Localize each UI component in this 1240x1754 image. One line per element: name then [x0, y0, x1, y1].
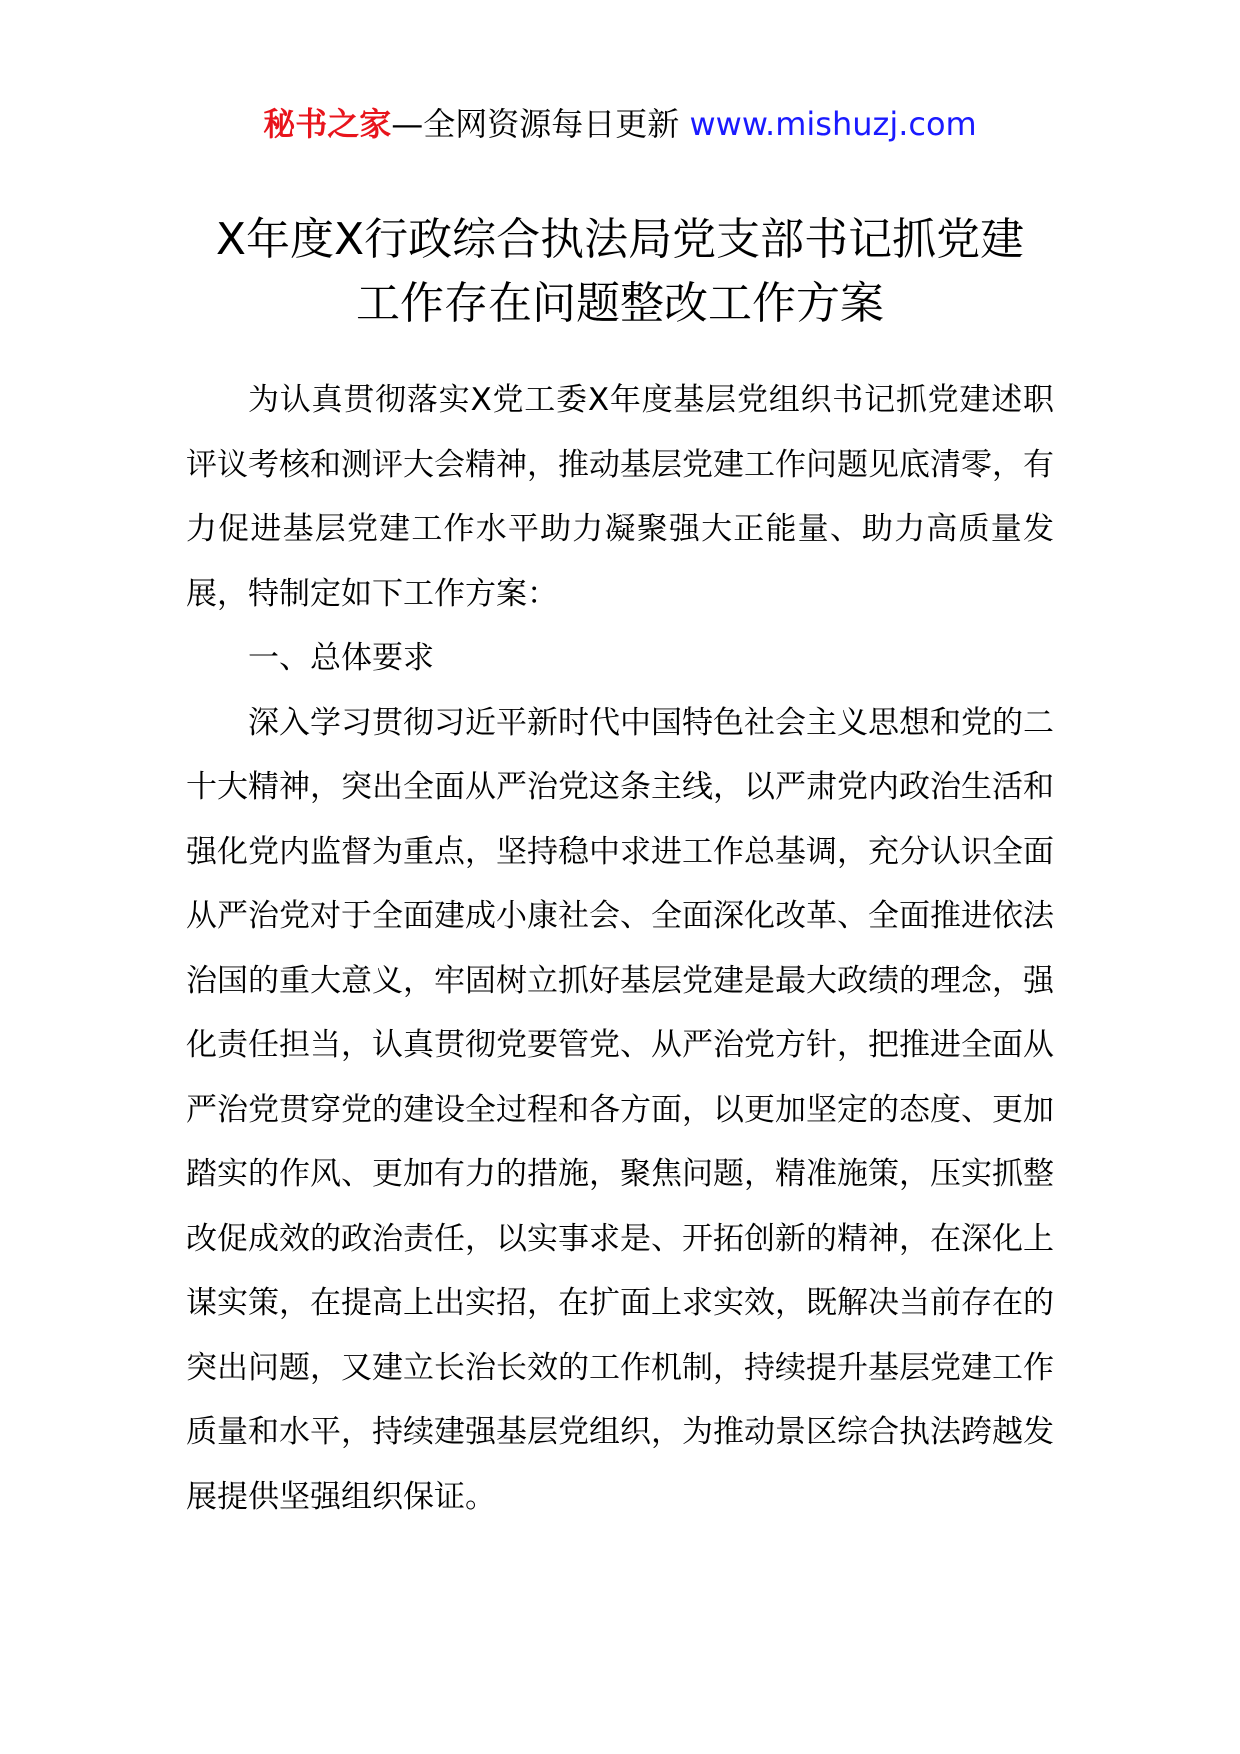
body-paragraph: 深入学习贯彻习近平新时代中国特色社会主义思想和党的二十大精神，突出全面从严治党这条主线，以严肃党内政治生活和强化党内监督为重点，坚持稳中求进工作总基调，充分认识全面从严治党对于全面建成小康社会、全面深化改革、全面推进依法治国的重大意义，牢固树立抓好基层党建是最大政绩的理念，强化责任担当，认真贯彻党要管党、从严治党方针，把推进全面从严治党贯穿党的建设全过程和各方面，以更加坚定的态度、更加踏实的作风、更加有力的措施，聚焦问题，精准施策，压实抓整改促成效的政治责任，以实事求是、开拓创新的精神，在深化上谋实策，在提高上出实招，在扩面上求实效，既解决当前存在的突出问题，又建立长治长效的工作机制，持续提升基层党建工作质量和水平，持续建强基层党组织，为推动景区综合执法跨越发展提供坚强组织保证。 [186, 704, 1054, 1515]
document-body [186, 368, 1054, 1529]
brand-name: 秘书之家 [263, 105, 392, 143]
document-title [100, 208, 1140, 336]
section-heading: 一、总体要求 [248, 640, 434, 676]
title-line-1: X年度X行政综合执法局党支部书记抓党建 [215, 214, 1025, 265]
site-header [0, 104, 1240, 144]
header-tagline: —全网资源每日更新 [391, 105, 680, 143]
intro-paragraph: 为认真贯彻落实X党工委X年度基层党组织书记抓党建述职评议考核和测评大会精神，推动基层党建工作问题见底清零，有力促进基层党建工作水平助力凝聚强大正能量、助力高质量发展，特制定如下工作方案： [186, 382, 1054, 612]
site-url-link[interactable]: www.mishuzj.com [689, 105, 977, 143]
title-line-2: 工作存在问题整改工作方案 [356, 278, 884, 329]
